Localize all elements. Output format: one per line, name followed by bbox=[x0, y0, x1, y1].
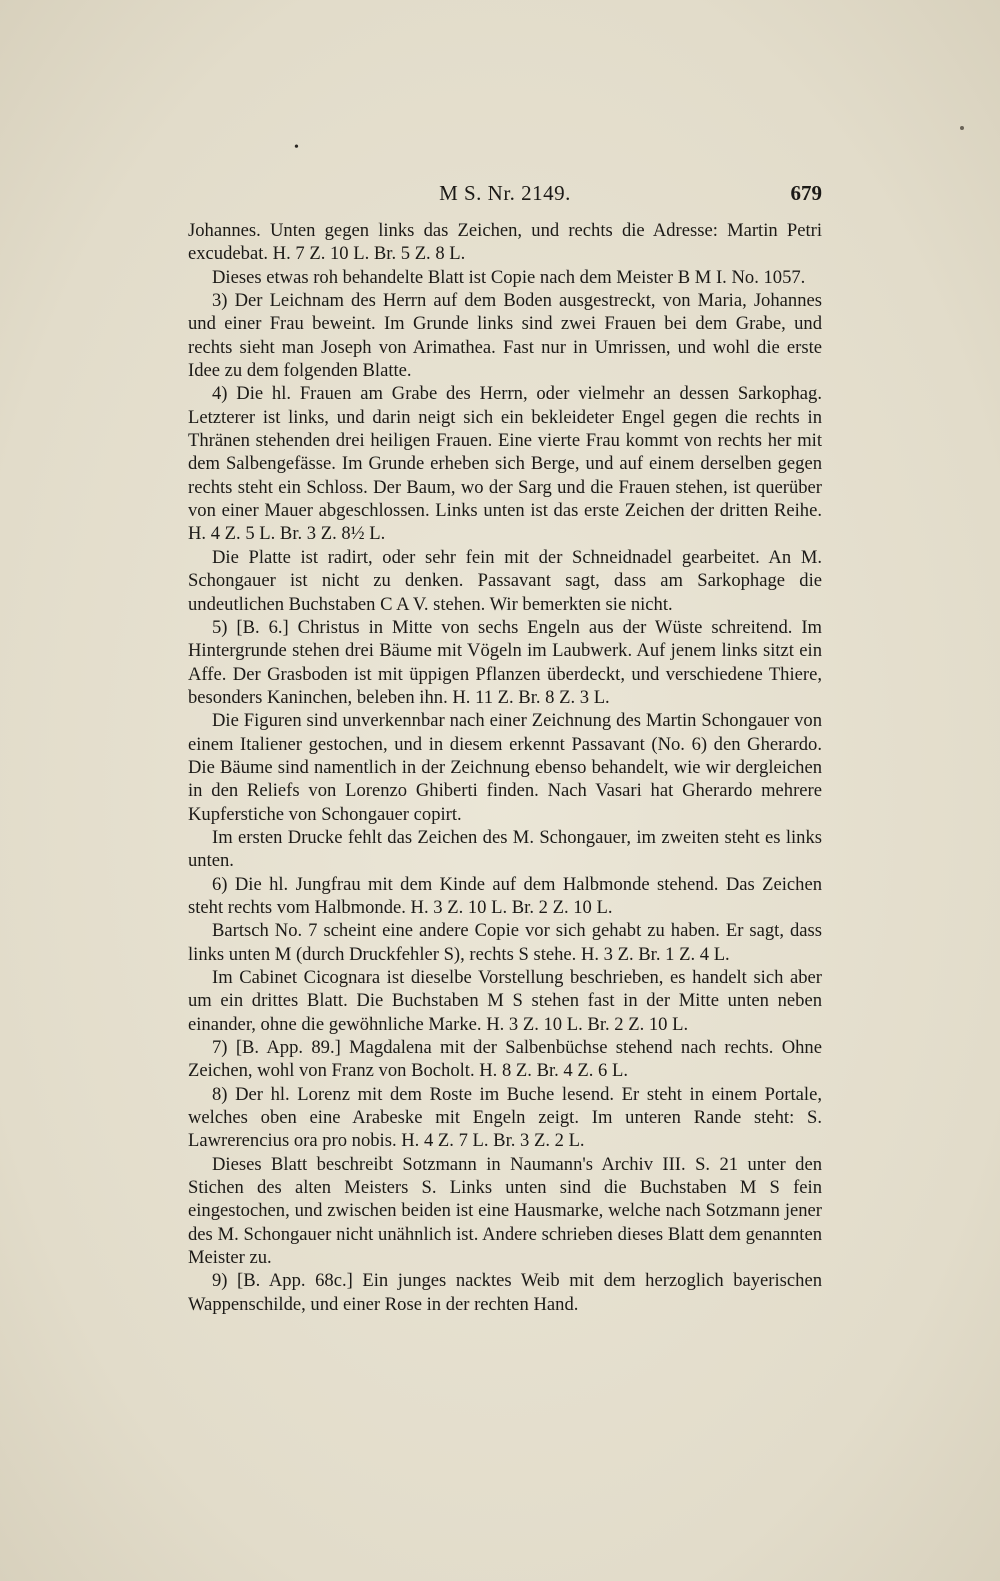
paragraph: Im ersten Drucke fehlt das Zeichen des M. Schongauer, im zweiten steht es links unten. bbox=[188, 826, 822, 872]
paragraph: Im Cabinet Cicognara ist dieselbe Vorstellung beschrieben, es handelt sich aber um ein drittes Blatt. Die Buchstaben M S stehen fast in der Mitte unten neben einander, ohne die gewöhnliche Marke. H. 3 Z. 10 L. Br. 2 Z. 10 L. bbox=[188, 967, 822, 1035]
margin-mark: • bbox=[294, 140, 299, 155]
paragraph: 5) [B. 6.] Christus in Mitte von sechs Engeln aus der Wüste schreitend. Im Hintergrunde stehen drei Bäume mit Vögeln im Laubwerk. Auf jenem links sitzt ein Affe. Der Grasboden ist mit üppigen Pflanzen überdeckt, und verschiedene Thiere, besonders Kaninchen, beleben ihn. H. 11 Z. Br. 8 Z. 3 L. bbox=[188, 616, 822, 708]
paragraph: 7) [B. App. 89.] Magdalena mit der Salbenbüchse stehend nach rechts. Ohne Zeichen, wohl von Franz von Bocholt. H. 8 Z. Br. 4 Z. 6 L. bbox=[188, 1037, 822, 1082]
paragraph: Die Figuren sind unverkennbar nach einer Zeichnung des Martin Schongauer von einem Italiener gestochen, und in diesem erkennt Passavant (No. 6) den Gherardo. Die Bäume sind namentlich in der Zeichnung ebenso behandelt, wie wir dergleichen in den Reliefs von Lorenzo Ghiberti finden. Nach Vasari hat Gherardo mehrere Kupferstiche von Schongauer copirt. bbox=[188, 710, 822, 825]
paragraph: 9) [B. App. 68c.] Ein junges nacktes Weib mit dem herzoglich bayerischen Wappenschilde, und einer Rose in der rechten Hand. bbox=[188, 1270, 822, 1315]
paragraph: 6) Die hl. Jungfrau mit dem Kinde auf dem Halbmonde stehend. Das Zeichen steht rechts vom Halbmonde. H. 3 Z. 10 L. Br. 2 Z. 10 L. bbox=[188, 873, 822, 918]
running-head: M S. Nr. 2149. bbox=[439, 181, 571, 205]
paragraph: 8) Der hl. Lorenz mit dem Roste im Buche lesend. Er steht in einem Portale, welches oben eine Arabeske mit Engeln zeigt. Im unteren Rande steht: S. Lawrerencius ora pro nobis. H. 4 Z. 7 L. Br. 3 Z. 2 L. bbox=[188, 1083, 822, 1152]
paragraph: Dieses etwas roh behandelte Blatt ist Copie nach dem Meister B M I. No. 1057. bbox=[212, 266, 806, 288]
paragraph: 3) Der Leichnam des Herrn auf dem Boden ausgestreckt, von Maria, Johannes und einer Frau beweint. Im Grunde links sind zwei Frauen bei dem Grabe, und rechts sieht man Joseph von Arimathea. Fast nur in Umrissen, und wohl die erste Idee zu dem folgenden Blatte. bbox=[188, 290, 822, 382]
ink-dot bbox=[960, 126, 964, 130]
paragraph: 4) Die hl. Frauen am Grabe des Herrn, oder vielmehr an dessen Sarkophag. Letzterer ist links, und darin neigt sich ein bekleideter Engel gegen die rechts in Thränen stehenden drei heiligen Frauen. Eine vierte Frau kommt von rechts her mit dem Salbengefässe. Im Grunde erheben sich Berge, und auf einem derselben gegen rechts steht ein Schloss. Der Baum, wo der Sarg und die Frauen stehen, ist querüber von einer Mauer abgeschlossen. Links unten ist das erste Zeichen der dritten Reihe. H. 4 Z. 5 L. Br. 3 Z. 8½ L. bbox=[188, 383, 822, 545]
paragraph: Johannes. Unten gegen links das Zeichen, und rechts die Adresse: Martin Petri excudebat. H. 7 Z. 10 L. Br. 5 Z. 8 L. bbox=[188, 220, 822, 265]
paragraph: Bartsch No. 7 scheint eine andere Copie vor sich gehabt zu haben. Er sagt, dass links unten M (durch Druckfehler S), rechts S stehe. H. 3 Z. Br. 1 Z. 4 L. bbox=[188, 920, 822, 965]
paragraph: Die Platte ist radirt, oder sehr fein mit der Schneidnadel gearbeitet. An M. Schongauer ist nicht zu denken. Passavant sagt, dass am Sarkophage die undeutlichen Buchstaben C A V. stehen. Wir bemerkten sie nicht. bbox=[188, 546, 822, 615]
paragraph: Dieses Blatt beschreibt Sotzmann in Naumann's Archiv III. S. 21 unter den Stichen des alten Meisters S. Links unten sind die Buchstaben M S fein eingestochen, und zwischen beiden ist eine Hausmarke, welche nach Sotzmann jener des M. Schongauer nicht unähnlich ist. Andere schrieben dieses Blatt dem genannten Meister zu. bbox=[188, 1153, 822, 1269]
page-number: 679 bbox=[790, 181, 822, 205]
page-header bbox=[188, 181, 822, 211]
body-text bbox=[188, 219, 822, 1316]
